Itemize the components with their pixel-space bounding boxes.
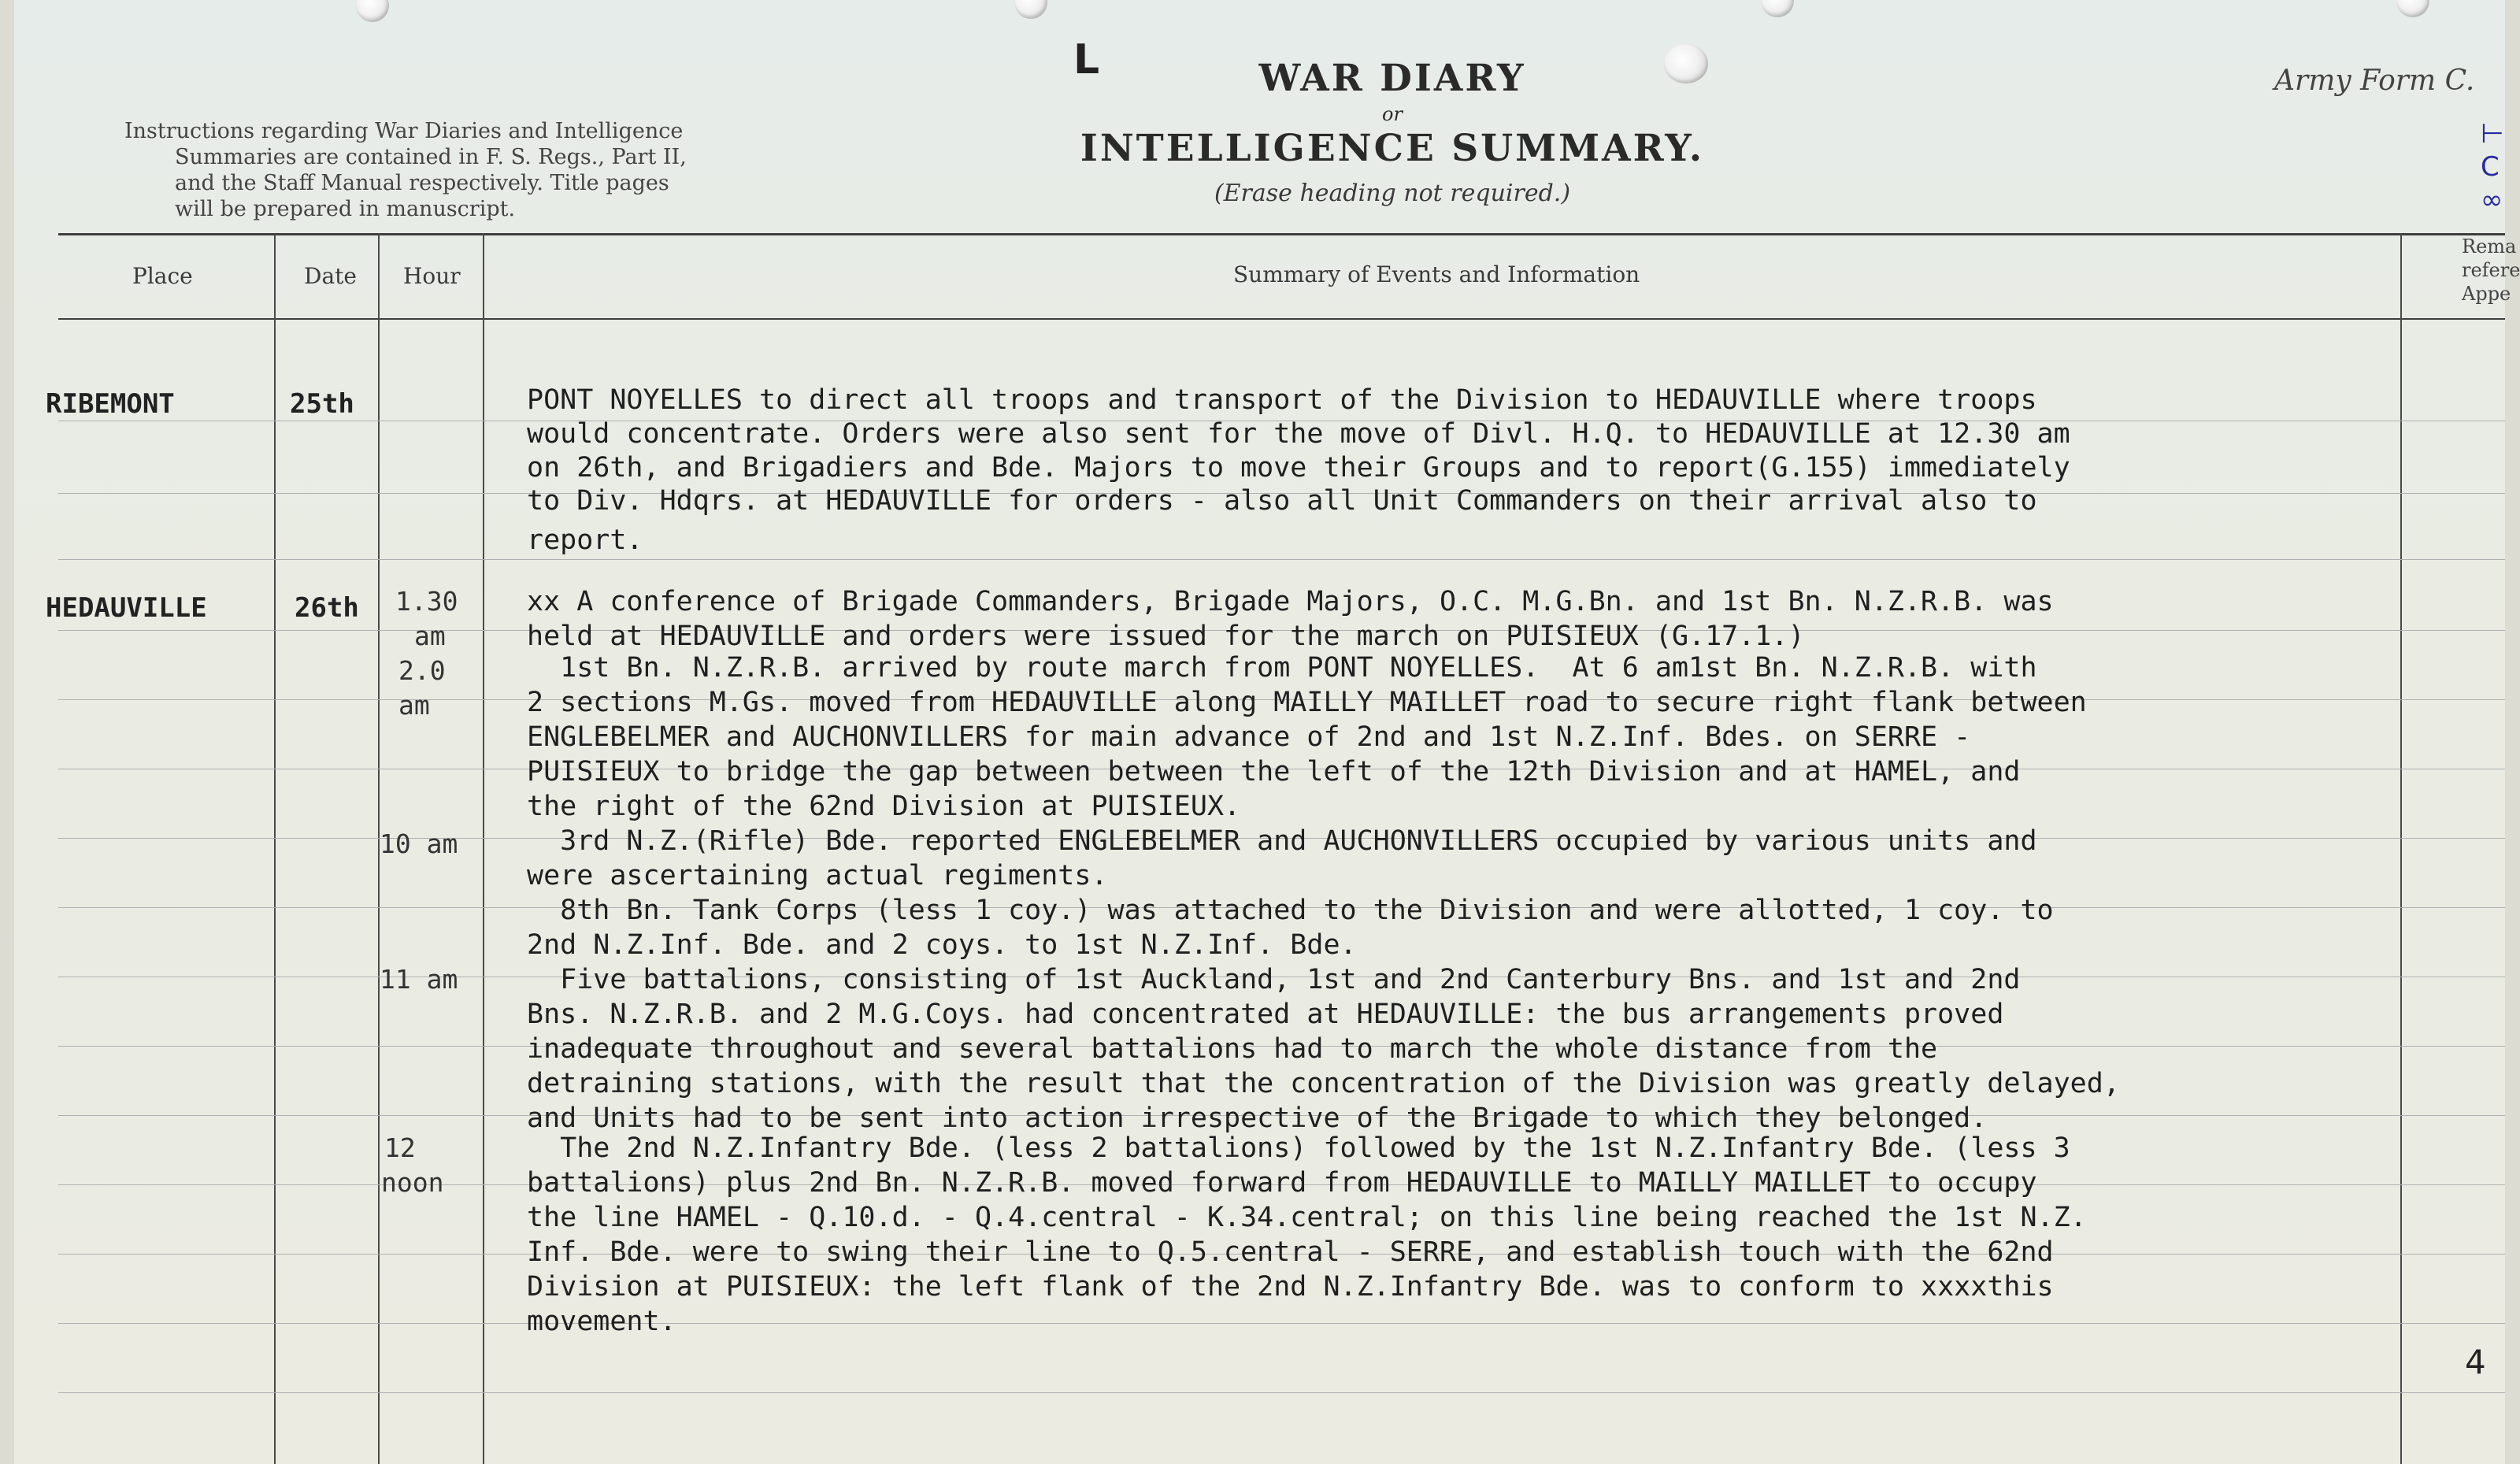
summary-line: ENGLEBELMER and AUCHONVILLERS for main advance of 2nd and 1st N.Z.Inf. Bdes. on SERRE - <box>527 721 1971 753</box>
column-divider <box>483 233 484 1464</box>
erase-note: (Erase heading not required.) <box>1214 180 1571 207</box>
column-header-place: Place <box>132 263 193 289</box>
instruction-line: Summaries are contained in F. S. Regs., Part II, <box>175 145 687 169</box>
hour-cell: 1.30 <box>395 586 458 617</box>
remarks-fragment: Rema <box>2462 235 2517 258</box>
hour-cell: 2.0 <box>398 655 446 686</box>
hour-cell: am <box>414 621 446 651</box>
column-divider <box>2400 233 2402 1464</box>
summary-line: PONT NOYELLES to direct all troops and transport of the Division to HEDAUVILLE where troops <box>527 384 2037 416</box>
summary-line: detraining stations, with the result that the concentration of the Division was greatly delayed, <box>527 1068 2120 1099</box>
summary-line: inadequate throughout and several battalions had to march the whole distance from the <box>527 1033 1938 1065</box>
page-mark: L <box>1073 36 1100 83</box>
summary-line: Bns. N.Z.R.B. and 2 M.G.Coys. had concentrated at HEDAUVILLE: the bus arrangements proved <box>527 999 2004 1030</box>
title-block <box>999 57 1786 207</box>
punch-hole <box>2396 0 2429 17</box>
summary-line: the line HAMEL - Q.10.d. - Q.4.central - K.34.central; on this line being reached the 1st N.Z. <box>527 1202 2087 1233</box>
instruction-line: will be prepared in manuscript. <box>175 197 516 221</box>
summary-line: Five battalions, consisting of 1st Auckland, 1st and 2nd Canterbury Bns. and 1st and 2nd <box>527 964 2021 995</box>
margin-mark: C <box>2481 151 2500 183</box>
margin-mark: ∞ <box>2481 184 2503 216</box>
place-cell: HEDAUVILLE <box>46 592 207 624</box>
page-subtitle: INTELLIGENCE SUMMARY. <box>1080 127 1705 170</box>
summary-line: xx A conference of Brigade Commanders, Brigade Majors, O.C. M.G.Bn. and 1st Bn. N.Z.R.B. was <box>527 586 2054 617</box>
summary-line: report. <box>527 524 643 556</box>
header-bottom-rule <box>58 318 2505 320</box>
summary-line: held at HEDAUVILLE and orders were issued for the march on PUISIEUX (G.17.1.) <box>527 621 1805 652</box>
instruction-line: Instructions regarding War Diaries and Intelligence <box>124 119 684 143</box>
summary-line: 2 sections M.Gs. moved from HEDAUVILLE along MAILLY MAILLET road to secure right flank between <box>527 687 2087 718</box>
instruction-line: and the Staff Manual respectively. Title pages <box>175 171 669 195</box>
hour-cell: 10 am <box>380 828 458 859</box>
summary-line: and Units had to be sent into action irrespective of the Brigade to which they belonged. <box>527 1103 1988 1134</box>
title-or: or <box>1382 103 1403 125</box>
place-cell: RIBEMONT <box>46 388 175 420</box>
hour-cell: am <box>398 690 430 721</box>
margin-mark: ⊢ <box>2481 118 2504 150</box>
summary-line: 2nd N.Z.Inf. Bde. and 2 coys. to 1st N.Z.Inf. Bde. <box>527 929 1357 961</box>
summary-line: the right of the 62nd Division at PUISIEUX. <box>527 791 1241 822</box>
remarks-fragment: refere <box>2462 259 2520 281</box>
summary-line: 1st Bn. N.Z.R.B. arrived by route march from PONT NOYELLES. At 6 am1st Bn. N.Z.R.B. with <box>527 652 2037 684</box>
army-form-label: Army Form C. <box>2274 65 2475 97</box>
ruled-line <box>58 559 2505 560</box>
punch-hole <box>1014 0 1047 19</box>
summary-line: Inf. Bde. were to swing their line to Q.5.central - SERRE, and establish touch with the 62nd <box>527 1236 2054 1268</box>
punch-hole <box>1761 0 1794 17</box>
hour-cell: 11 am <box>380 964 458 995</box>
summary-line: were ascertaining actual regiments. <box>527 860 1108 891</box>
column-header-hour: Hour <box>403 263 461 289</box>
summary-line: would concentrate. Orders were also sent for the move of Divl. H.Q. to HEDAUVILLE at 12.30 am <box>527 418 2070 450</box>
summary-line: battalions) plus 2nd Bn. N.Z.R.B. moved forward from HEDAUVILLE to MAILLY MAILLET to occupy <box>527 1167 2037 1199</box>
margin-mark: 4 <box>2465 1343 2486 1381</box>
date-cell: 25th <box>290 388 354 420</box>
summary-line: The 2nd N.Z.Infantry Bde. (less 2 battalions) followed by the 1st N.Z.Infantry Bde. (less 3 <box>527 1132 2070 1164</box>
table-top-rule <box>58 233 2505 235</box>
hour-cell: noon <box>381 1167 444 1198</box>
summary-line: movement. <box>527 1306 676 1337</box>
summary-line: 3rd N.Z.(Rifle) Bde. reported ENGLEBELMER and AUCHONVILLERS occupied by various units and <box>527 825 2037 857</box>
column-divider <box>274 233 276 1464</box>
hour-cell: 12 <box>384 1132 416 1163</box>
punch-hole <box>356 0 389 22</box>
page-title: WAR DIARY <box>1258 57 1526 100</box>
summary-line: on 26th, and Brigadiers and Bde. Majors to move their Groups and to report(G.155) immediately <box>527 452 2070 484</box>
date-cell: 26th <box>295 592 359 624</box>
column-header-remarks <box>2462 235 2520 306</box>
remarks-fragment: Appe <box>2462 283 2511 305</box>
instructions-note <box>124 118 754 222</box>
ruled-line <box>58 1323 2505 1324</box>
column-header-summary: Summary of Events and Information <box>1233 261 1640 287</box>
summary-line: PUISIEUX to bridge the gap between between the left of the 12th Division and at HAMEL, and <box>527 756 2021 788</box>
summary-line: Division at PUISIEUX: the left flank of the 2nd N.Z.Infantry Bde. was to conform to xxxxthis <box>527 1271 2054 1303</box>
diary-sheet <box>14 0 2520 1464</box>
summary-line: 8th Bn. Tank Corps (less 1 coy.) was attached to the Division and were allotted, 1 coy. to <box>527 895 2054 926</box>
summary-line: to Div. Hdqrs. at HEDAUVILLE for orders - also all Unit Commanders on their arrival also to <box>527 485 2037 517</box>
ruled-line <box>58 1392 2505 1393</box>
column-header-date: Date <box>304 263 357 289</box>
